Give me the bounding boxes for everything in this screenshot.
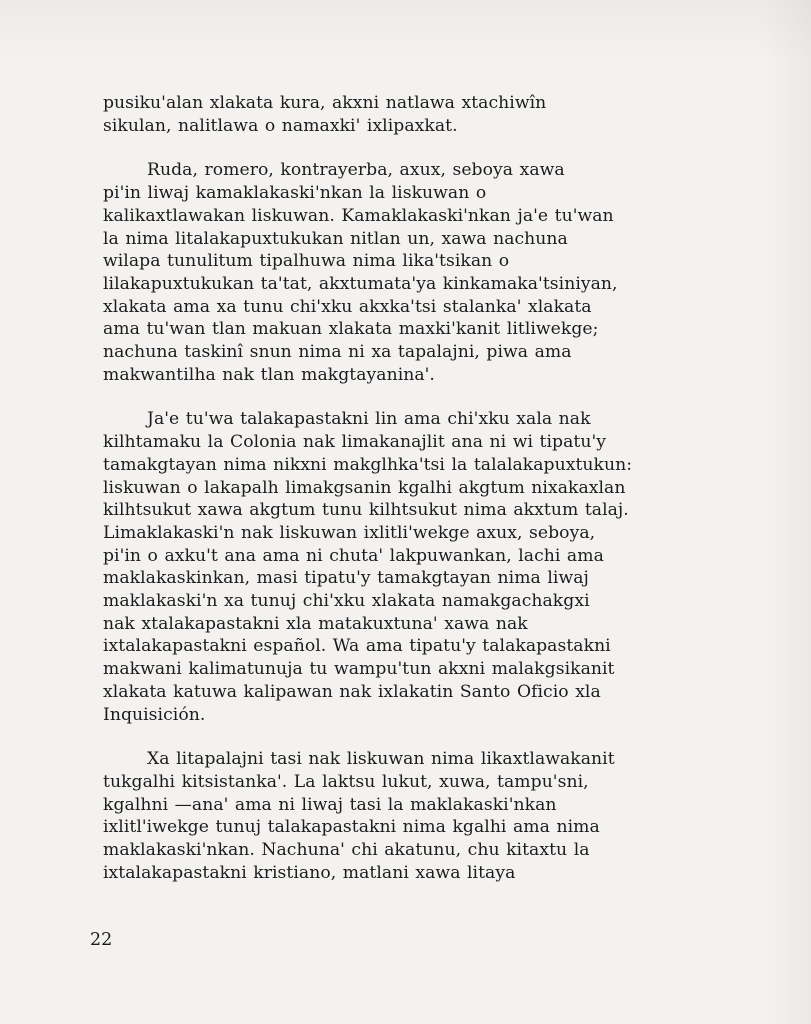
text-line: xlakata ama xa tunu chi'xku akxka'tsi stalanka' xlakata — [103, 296, 592, 317]
text-line: makwantilha nak tlan makgtayanina'. — [103, 364, 435, 385]
text-line: ixtalakapastakni kristiano, matlani xawa litaya — [103, 862, 516, 883]
text-line: ixlitl'iwekge tunuj talakapastakni nima kgalhi ama nima — [103, 817, 600, 838]
text-line: pusiku'alan xlakata kura, akxni natlawa xtachiwîn — [103, 93, 547, 113]
text-line: kgalhni —ana' ama ni liwaj tasi la maklakaski'nkan — [103, 794, 557, 815]
text-line: maklakaski'nkan. Nachuna' chi akatunu, chu kitaxtu la — [103, 840, 590, 861]
paragraph-4 — [103, 748, 743, 884]
text-line: ixtalakapastakni español. Wa ama tipatu'y talakapastakni — [103, 636, 611, 657]
text-line: Ja'e tu'wa talakapastakni lin ama chi'xku xala nak — [147, 409, 591, 430]
page-number: 22 — [90, 930, 113, 950]
body-text — [103, 92, 743, 885]
paragraph-3 — [103, 408, 743, 726]
text-line: pi'in o axku't ana ama ni chuta' lakpuwankan, lachi ama — [103, 545, 604, 566]
text-line: makwani kalimatunuja tu wampu'tun akxni malakgsikanit — [103, 659, 615, 680]
text-line: la nima litalakapuxtukukan nitlan un, xawa nachuna — [103, 228, 568, 249]
text-line: Ruda, romero, kontrayerba, axux, seboya xawa — [147, 160, 565, 181]
text-line: liskuwan o lakapalh limakgsanin kgalhi akgtum nixakaxlan — [103, 477, 626, 498]
text-line: sikulan, nalitlawa o namaxki' ixlipaxkat. — [103, 115, 458, 136]
text-line: nak xtalakapastakni xla matakuxtuna' xawa nak — [103, 613, 528, 634]
text-line: xlakata katuwa kalipawan nak ixlakatin Santo Oficio xla — [103, 681, 601, 702]
text-line: ama tu'wan tlan makuan xlakata maxki'kanit litliwekge; — [103, 319, 599, 340]
text-line: maklakaskinkan, masi tipatu'y tamakgtayan nima liwaj — [103, 568, 589, 589]
text-line: tukgalhi kitsistanka'. La laktsu lukut, xuwa, tampu'sni, — [103, 771, 589, 792]
text-line: Xa litapalajni tasi nak liskuwan nima likaxtlawakanit — [147, 749, 615, 770]
text-line: lilakapuxtukukan ta'tat, akxtumata'ya kinkamaka'tsiniyan, — [103, 273, 618, 294]
text-line: pi'in liwaj kamaklakaski'nkan la liskuwan o — [103, 183, 487, 204]
text-line: kilhtamaku la Colonia nak limakanajlit ana ni wi tipatu'y — [103, 432, 607, 453]
text-line: kilhtsukut xawa akgtum tunu kilhtsukut nima akxtum talaj. — [103, 500, 629, 521]
text-line: kalikaxtlawakan liskuwan. Kamaklakaski'nkan ja'e tu'wan — [103, 205, 614, 226]
text-line: nachuna taskinî snun nima ni xa tapalajni, piwa ama — [103, 342, 572, 363]
text-line: tamakgtayan nima nikxni makglhka'tsi la talalakapuxtukun: — [103, 454, 633, 475]
text-line: Limaklakaski'n nak liskuwan ixlitli'wekge axux, seboya, — [103, 522, 596, 543]
text-line: Inquisición. — [103, 704, 206, 725]
paragraph-2 — [103, 159, 743, 386]
text-line: maklakaski'n xa tunuj chi'xku xlakata namakgachakgxi — [103, 591, 590, 612]
paragraph-1 — [103, 92, 743, 137]
text-line: wilapa tunulitum tipalhuwa nima lika'tsikan o — [103, 251, 510, 272]
